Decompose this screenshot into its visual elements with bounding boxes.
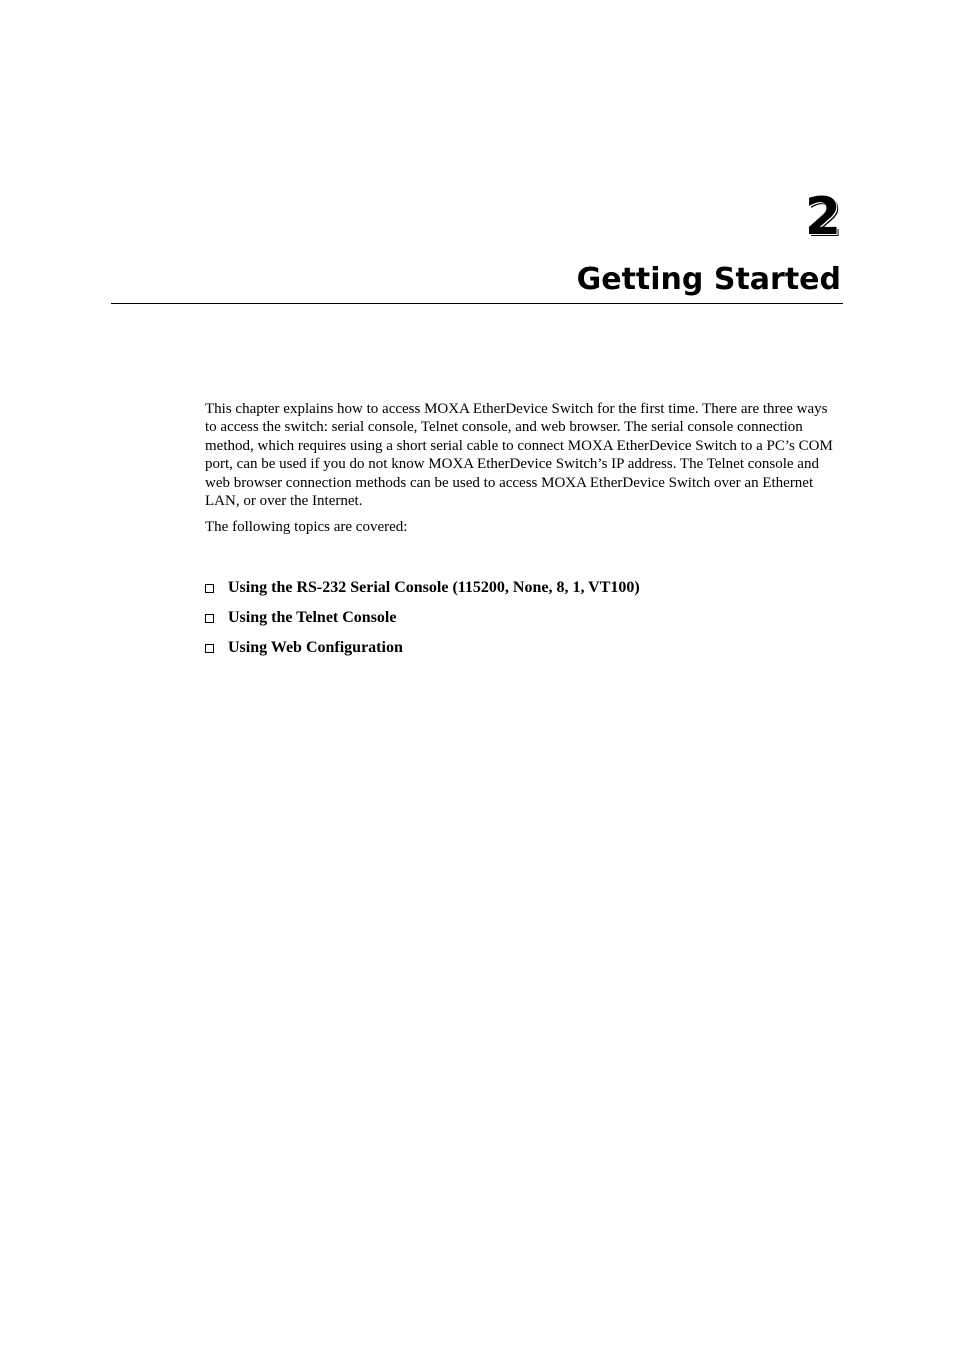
topic-label: Using Web Configuration [228,638,403,656]
checkbox-icon [205,644,214,653]
intro-paragraph: This chapter explains how to access MOXA EtherDevice Switch for the first time. There are three ways to access the switch: serial console, Telnet console, and web browser. The serial console connection method, which requires using a short serial cable to connect MOXA EtherDevice Switch to a PC’s COM port, can be used if you do not know MOXA EtherDevice Switch’s IP address. The Telnet console and web browser connection methods can be used to access MOXA EtherDevice Switch over an Ethernet LAN, or over the Internet. [205,401,833,510]
checkbox-icon [205,584,214,593]
chapter-number: 2 [804,187,841,247]
topic-item [205,603,842,633]
title-divider [111,303,843,304]
topic-item [205,633,842,663]
chapter-body [205,400,842,663]
topics-lead: The following topics are covered: [205,519,408,536]
topic-label: Using the RS-232 Serial Console (115200, None, 8, 1, VT100) [228,578,640,596]
chapter-title: Getting Started [576,262,841,297]
topic-label: Using the Telnet Console [228,608,397,626]
checkbox-icon [205,614,214,623]
topics-list [205,573,842,663]
topic-item [205,573,842,603]
